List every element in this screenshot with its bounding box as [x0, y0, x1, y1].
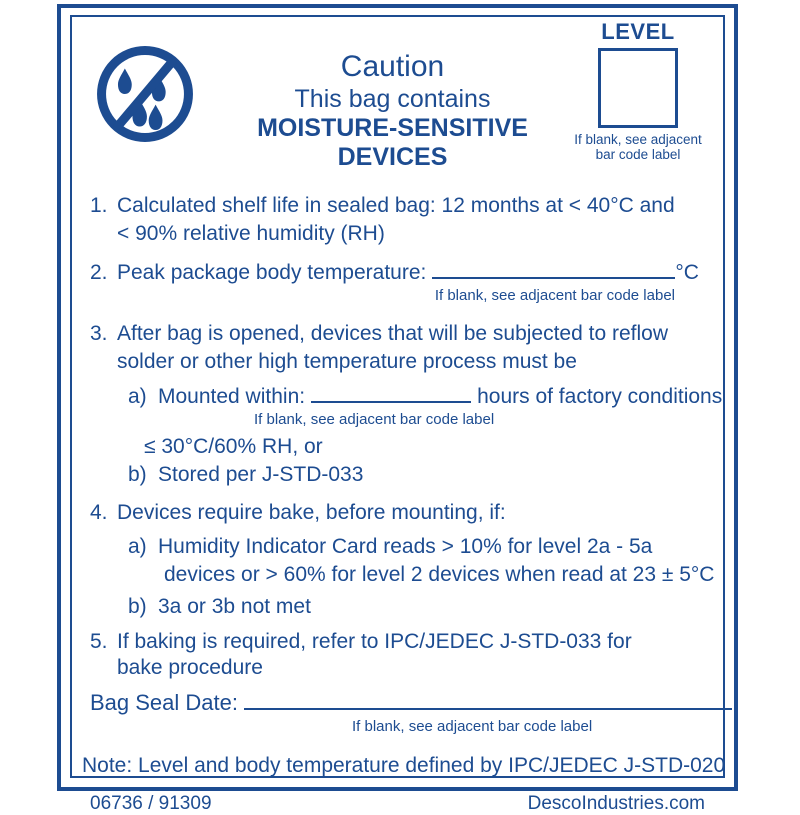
moisture-sensitive-heading: MOISTURE-SENSITIVE DEVICES	[257, 114, 528, 171]
item-3a-condition: ≤ 30°C/60% RH, or	[144, 435, 323, 458]
item-3a-label: a)	[128, 385, 147, 408]
item-4b-label: b)	[128, 595, 147, 618]
label-border-outer	[57, 4, 738, 814]
bag-seal-date-blank	[244, 689, 732, 710]
item-3a-suffix: hours of factory conditions	[477, 385, 723, 408]
caution-subtitle: This bag contains	[294, 85, 491, 113]
item-2-unit: °C	[675, 261, 699, 284]
level-label: LEVEL	[601, 19, 675, 44]
item-4a-line-2: devices or > 60% for level 2 devices when read at 23 ± 5°C	[164, 563, 715, 586]
item-3a-line	[82, 382, 723, 411]
caution-title: Caution	[340, 50, 445, 83]
item-5-line-2: bake procedure	[117, 656, 263, 679]
item-3b-line	[82, 461, 709, 489]
level-note-line1: If blank, see adjacent	[574, 132, 702, 147]
standards-note: Note: Level and body temperature defined by IPC/JEDEC J-STD-020	[82, 754, 726, 777]
item-3-number: 3.	[90, 322, 108, 345]
item-5-number: 5.	[90, 630, 108, 653]
instructions	[82, 192, 726, 815]
item-5-line-1	[82, 629, 709, 655]
title-block	[218, 17, 567, 172]
bag-seal-date-line	[82, 689, 709, 717]
level-note-line2: bar code label	[595, 147, 681, 162]
item-2-text: Peak package body temperature:	[117, 261, 427, 284]
website: DescoIndustries.com	[527, 793, 705, 814]
icon-column	[82, 17, 218, 152]
item-3a-text: Mounted within:	[158, 385, 306, 408]
item-1-line-2: < 90% relative humidity (RH)	[117, 222, 385, 245]
item-3-text: After bag is opened, devices that will be subjected to reflow	[117, 322, 668, 345]
item-2-number: 2.	[90, 261, 108, 284]
item-1-line-1	[82, 192, 709, 220]
bag-seal-date-label: Bag Seal Date:	[90, 690, 238, 715]
item-4-line	[82, 499, 709, 527]
level-box	[598, 48, 678, 128]
peak-temperature-blank	[432, 258, 675, 279]
item-3-line-1	[82, 320, 709, 348]
item-3-line-2: solder or other high temperature process must be	[117, 350, 577, 373]
item-4b-line	[82, 593, 709, 621]
header	[82, 17, 709, 172]
no-moisture-icon	[92, 41, 198, 147]
item-3b-text: Stored per J-STD-033	[158, 463, 364, 486]
bag-seal-note: If blank, see adjacent bar code label	[352, 718, 593, 735]
part-number: 06736 / 91309	[90, 793, 212, 814]
item-4b-text: 3a or 3b not met	[158, 595, 311, 618]
item-4a-label: a)	[128, 535, 147, 558]
item-4a-line-1	[82, 533, 709, 561]
level-note	[567, 132, 709, 162]
item-4-text: Devices require bake, before mounting, if:	[117, 501, 506, 524]
item-2-line	[82, 258, 709, 287]
item-2-note: If blank, see adjacent bar code label	[434, 287, 675, 304]
item-3a-note: If blank, see adjacent bar code label	[254, 411, 495, 428]
item-4-number: 4.	[90, 501, 108, 524]
item-1-number: 1.	[90, 194, 108, 217]
item-3b-label: b)	[128, 463, 147, 486]
mounted-within-blank	[311, 382, 471, 403]
bottom-row	[82, 793, 709, 815]
level-section	[567, 17, 709, 162]
item-1-text: Calculated shelf life in sealed bag: 12 months at < 40°C and	[117, 194, 675, 217]
label-border-inner	[70, 15, 726, 814]
item-5-text: If baking is required, refer to IPC/JEDEC J-STD-033 for	[117, 630, 632, 653]
item-4a-text: Humidity Indicator Card reads > 10% for level 2a - 5a	[158, 535, 653, 558]
